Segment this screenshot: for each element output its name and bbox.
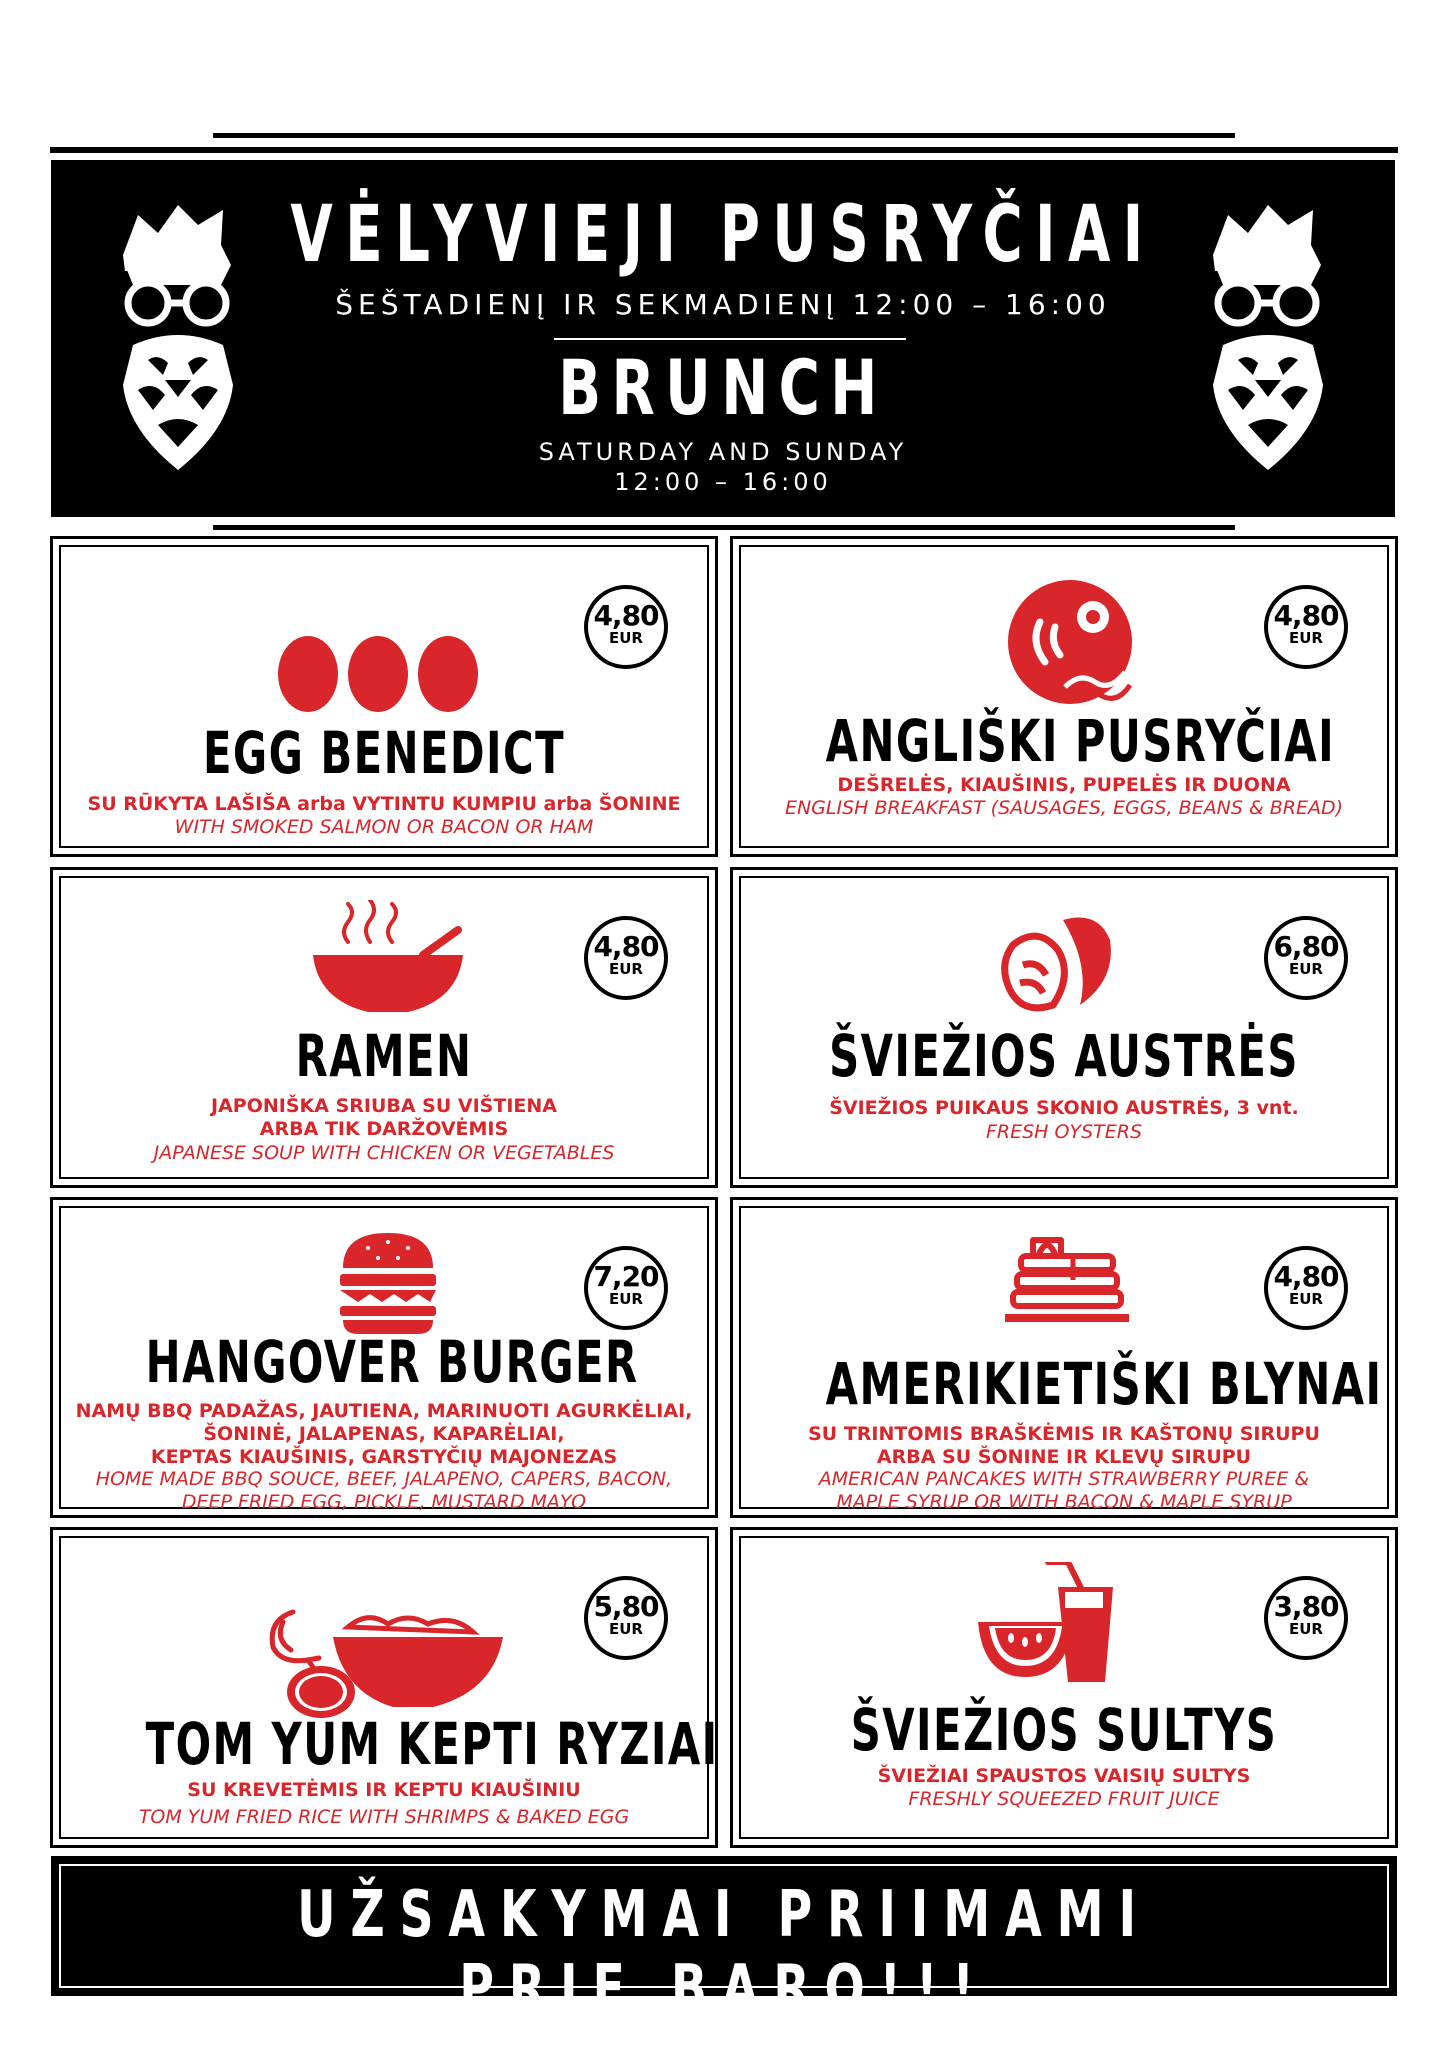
- desc-lithuanian-line2: ŠONINĖ, JALAPENAS, KAPARĖLIAI,: [203, 1423, 565, 1445]
- price-badge: [584, 585, 668, 669]
- desc-lithuanian: SU RŪKYTA LAŠIŠA arba VYTINTU KUMPIU arba ŠONINE: [87, 793, 681, 815]
- price-value: 4,80: [593, 930, 659, 963]
- menu-item-ramen: [50, 867, 718, 1188]
- menu-item-oysters: [730, 867, 1398, 1188]
- dish-name: ANGLIŠKI PUSRYČIAI: [825, 707, 1336, 775]
- menu-item-english-breakfast: [730, 536, 1398, 857]
- desc-english: ENGLISH BREAKFAST (SAUSAGES, EGGS, BEANS & BREAD): [784, 797, 1344, 819]
- desc-english-line1: HOME MADE BBQ SOUCE, BEEF, JALAPENO, CAPERS, BACON,: [95, 1468, 673, 1490]
- desc-lithuanian-line1: JAPONIŠKA SRIUBA SU VIŠTIENA: [211, 1095, 557, 1117]
- or-word: ARBA: [259, 1118, 319, 1140]
- oyster-icon: [998, 905, 1118, 1020]
- time-english: 12:00 – 16:00: [614, 468, 832, 496]
- price-value: 7,20: [593, 1260, 659, 1293]
- footer-text: UŽSAKYMAI PRIIMAMI PRIE BARO!!!: [297, 1878, 1151, 2026]
- price-value: 3,80: [1273, 1590, 1339, 1623]
- price-badge: [584, 1576, 668, 1660]
- menu-item-pancakes: [730, 1197, 1398, 1518]
- dish-name: TOM YUM KEPTI RYZIAI: [145, 1710, 719, 1778]
- price-currency: EUR: [1289, 1620, 1323, 1638]
- desc-english: JAPANESE SOUP WITH CHICKEN OR VEGETABLES: [153, 1142, 615, 1164]
- menu-header: [51, 160, 1395, 517]
- breakfast-plate-icon: [1005, 577, 1135, 707]
- pancakes-icon: [1003, 1232, 1131, 1332]
- header-divider: [554, 338, 906, 340]
- desc-lithuanian-line3: KEPTAS KIAUŠINIS, GARSTYČIŲ MAJONEZAS: [150, 1446, 618, 1468]
- desc-english: FRESHLY SQUEEZED FRUIT JUICE: [908, 1788, 1220, 1810]
- shrimp-rice-icon: [263, 1602, 513, 1727]
- price-currency: EUR: [609, 1620, 643, 1638]
- price-value: 5,80: [593, 1590, 659, 1623]
- price-currency: EUR: [1289, 1290, 1323, 1308]
- top-rule-thin: [213, 133, 1235, 138]
- desc-lithuanian-line2: [53, 1118, 715, 1141]
- dish-name: HANGOVER BURGER: [145, 1328, 639, 1396]
- dish-name: ŠVIEŽIOS AUSTRĖS: [829, 1022, 1299, 1090]
- desc-lithuanian: ŠVIEŽIAI SPAUSTOS VAISIŲ SULTYS: [877, 1765, 1251, 1787]
- price-value: 4,80: [1273, 1260, 1339, 1293]
- header-bottom-rule: [213, 525, 1235, 530]
- juice-icon: [973, 1562, 1123, 1687]
- hop-mascot-icon: [1193, 185, 1343, 485]
- top-rule-thick: [50, 147, 1398, 153]
- hours-lithuanian: ŠEŠTADIENĮ IR SEKMADIENĮ 12:00 – 16:00: [335, 288, 1111, 321]
- menu-item-hangover-burger: [50, 1197, 718, 1518]
- desc-english: WITH SMOKED SALMON OR BACON OR HAM: [174, 816, 594, 838]
- dish-name: EGG BENEDICT: [202, 719, 566, 787]
- price-currency: EUR: [609, 629, 643, 647]
- price-badge: [584, 916, 668, 1000]
- price-value: 4,80: [593, 599, 659, 632]
- dish-name: RAMEN: [295, 1022, 473, 1090]
- desc-lithuanian: SU KREVETĖMIS IR KEPTU KIAUŠINIU: [187, 1779, 581, 1801]
- price-currency: EUR: [609, 960, 643, 978]
- price-badge: [1264, 1576, 1348, 1660]
- title-english: BRUNCH: [558, 343, 888, 432]
- soup-bowl-icon: [308, 900, 468, 1020]
- desc-english-line2: MAPLE SYRUP OR WITH BACON & MAPLE SYRUP: [836, 1491, 1292, 1513]
- price-value: 6,80: [1273, 930, 1339, 963]
- desc-lithuanian-line1: NAMŲ BBQ PADAŽAS, JAUTIENA, MARINUOTI AGURKĖLIAI,: [75, 1400, 693, 1422]
- desc-english: FRESH OYSTERS: [985, 1121, 1143, 1143]
- desc-lithuanian: ŠVIEŽIOS PUIKAUS SKONIO AUSTRĖS, 3 vnt.: [829, 1097, 1299, 1119]
- desc-alt: SU ŠONINE IR KLEVŲ SIRUPU: [942, 1446, 1252, 1468]
- menu-item-fresh-juice: [730, 1527, 1398, 1848]
- title-lithuanian: VĖLYVIEJI PUSRYČIAI: [290, 190, 1156, 280]
- price-currency: EUR: [1289, 629, 1323, 647]
- price-value: 4,80: [1273, 599, 1339, 632]
- menu-item-tom-yum-rice: [50, 1527, 718, 1848]
- desc-english-line2: DEEP FRIED EGG, PICKLE, MUSTARD MAYO: [181, 1491, 587, 1513]
- price-currency: EUR: [609, 1290, 643, 1308]
- price-currency: EUR: [1289, 960, 1323, 978]
- dish-name: AMERIKIETIŠKI BLYNAI: [825, 1350, 1383, 1418]
- days-english: SATURDAY AND SUNDAY: [538, 438, 908, 466]
- price-badge: [1264, 585, 1348, 669]
- burger-icon: [338, 1228, 438, 1336]
- price-badge: [1264, 916, 1348, 1000]
- dish-name: ŠVIEŽIOS SULTYS: [850, 1696, 1278, 1764]
- or-word: ARBA: [876, 1446, 936, 1468]
- desc-alt: TIK DARŽOVĖMIS: [324, 1118, 509, 1140]
- menu-item-egg-benedict: [50, 536, 718, 857]
- footer-banner: [51, 1856, 1397, 2026]
- desc-lithuanian: DEŠRELĖS, KIAUŠINIS, PUPELĖS IR DUONA: [837, 774, 1291, 796]
- price-badge: [584, 1246, 668, 1330]
- price-badge: [1264, 1246, 1348, 1330]
- desc-lithuanian-line2: [733, 1446, 1395, 1469]
- desc-english-line1: AMERICAN PANCAKES WITH STRAWBERRY PUREE &: [818, 1468, 1310, 1490]
- desc-english: TOM YUM FRIED RICE WITH SHRIMPS & BAKED EGG: [138, 1806, 630, 1828]
- eggs-icon: [273, 624, 483, 714]
- desc-lithuanian-line1: SU TRINTOMIS BRAŠKĖMIS IR KAŠTONŲ SIRUPU: [808, 1423, 1320, 1445]
